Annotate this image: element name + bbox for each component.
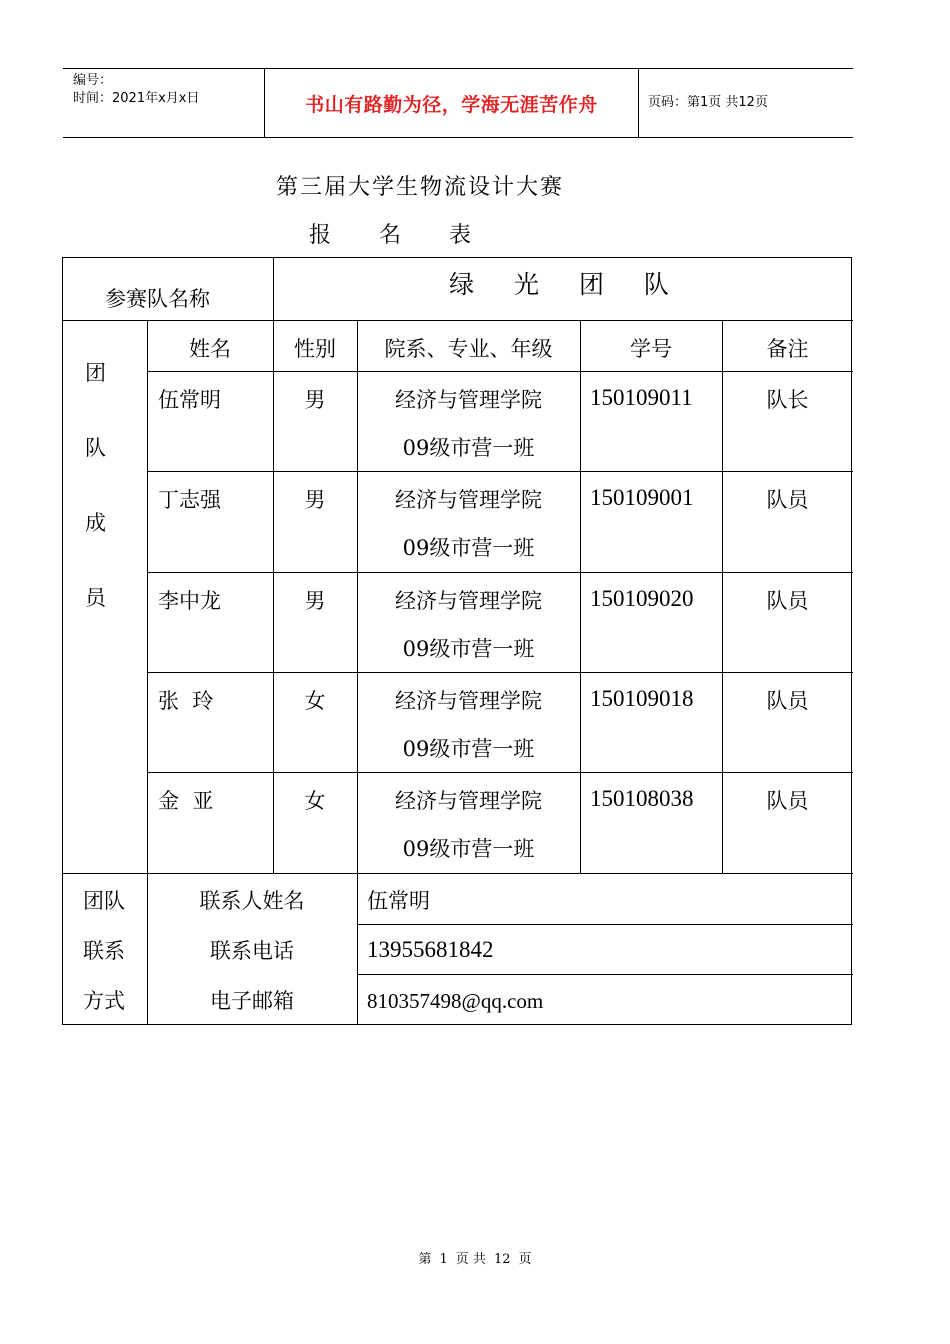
- row-divider: [147, 772, 853, 773]
- time-label: 时间：2021年x月x日: [73, 91, 200, 106]
- footer-suffix: 页: [518, 1252, 532, 1267]
- member-dept-line2: 09级市营一班: [402, 737, 535, 761]
- footer-total-pages: 12: [493, 1252, 511, 1267]
- contact-phone-value: 13955681842: [367, 937, 494, 962]
- contact-email-label: 电子邮箱: [210, 989, 294, 1013]
- col-divider: [147, 320, 148, 1024]
- row-divider: [147, 371, 853, 372]
- footer-mid: 页 共: [455, 1252, 486, 1267]
- header-meta-cell: [63, 69, 264, 137]
- contact-group-line: 方式: [83, 989, 125, 1013]
- document-title: 第三届大学生物流设计大赛: [276, 175, 565, 200]
- team-name-value: 绿 光 团 队: [449, 270, 677, 299]
- members-group-char: 员: [85, 586, 106, 610]
- col-header-name: 姓名: [189, 337, 231, 361]
- contact-person-label: 联系人姓名: [199, 889, 305, 913]
- member-note: 队员: [766, 689, 809, 713]
- member-gender: 男: [304, 388, 326, 412]
- col-header-dept: 院系、专业、年级: [384, 337, 553, 361]
- contact-person-value: 伍常明: [367, 889, 430, 913]
- member-note: 队长: [766, 388, 809, 412]
- member-note: 队员: [766, 488, 809, 512]
- member-dept-line2: 09级市营一班: [402, 637, 535, 661]
- member-dept-line1: 经济与管理学院: [395, 488, 542, 512]
- row-divider: [63, 873, 853, 874]
- member-gender: 女: [304, 789, 326, 813]
- members-group-char: 团: [85, 361, 106, 385]
- footer-prefix: 第: [418, 1252, 432, 1267]
- members-group-char: 队: [85, 436, 106, 460]
- registration-table: [62, 257, 852, 1025]
- member-note: 队员: [766, 589, 809, 613]
- row-divider: [357, 924, 853, 925]
- col-divider: [580, 320, 581, 873]
- header-motto-cell: [264, 69, 639, 137]
- member-student-id: 150109018: [590, 686, 694, 711]
- contact-email-value: 810357498@qq.com: [367, 989, 544, 1013]
- member-dept-line1: 经济与管理学院: [395, 589, 542, 613]
- number-label: 编号：: [73, 73, 113, 88]
- member-name: 张 玲: [158, 689, 214, 713]
- contact-group-line: 联系: [83, 939, 125, 963]
- col-header-gender: 性别: [294, 337, 336, 361]
- row-divider: [147, 672, 853, 673]
- form-subtitle: [309, 218, 519, 249]
- member-gender: 女: [304, 689, 326, 713]
- member-name: 金 亚: [158, 789, 214, 813]
- row-divider: [63, 320, 853, 321]
- members-group-char: 成: [85, 511, 106, 535]
- member-name: 伍常明: [158, 388, 221, 412]
- contact-group-line: 团队: [83, 889, 125, 913]
- col-header-note: 备注: [766, 337, 809, 361]
- row-divider: [147, 471, 853, 472]
- member-dept-line1: 经济与管理学院: [395, 789, 542, 813]
- member-note: 队员: [766, 789, 809, 813]
- team-name-label: 参赛队名称: [105, 287, 210, 311]
- member-dept-line1: 经济与管理学院: [395, 689, 542, 713]
- page-info: 页码：第1页 共12页: [648, 95, 768, 110]
- member-dept-line1: 经济与管理学院: [395, 388, 542, 412]
- member-gender: 男: [304, 589, 326, 613]
- member-student-id: 150108038: [590, 786, 694, 811]
- member-gender: 男: [304, 488, 326, 512]
- member-dept-line2: 09级市营一班: [402, 436, 535, 460]
- member-dept-line2: 09级市营一班: [402, 837, 535, 861]
- member-name: 李中龙: [158, 589, 221, 613]
- member-dept-line2: 09级市营一班: [402, 536, 535, 560]
- subtitle-char: 名: [379, 223, 402, 248]
- subtitle-char: 表: [449, 223, 472, 248]
- page-footer: [0, 1248, 950, 1267]
- member-name: 丁志强: [158, 488, 221, 512]
- motto-text: 书山有路勤为径，学海无涯苦作舟: [305, 94, 598, 116]
- footer-page-number: 1: [439, 1252, 448, 1267]
- subtitle-char: 报: [309, 223, 332, 248]
- contact-phone-label: 联系电话: [210, 939, 294, 963]
- member-student-id: 150109011: [590, 385, 693, 410]
- member-student-id: 150109001: [590, 485, 694, 510]
- col-divider: [357, 320, 358, 1024]
- header-page-cell: [638, 69, 853, 137]
- page-header: [63, 68, 853, 138]
- row-divider: [357, 974, 853, 975]
- col-header-student-id: 学号: [630, 337, 672, 361]
- row-divider: [147, 572, 853, 573]
- member-student-id: 150109020: [590, 586, 694, 611]
